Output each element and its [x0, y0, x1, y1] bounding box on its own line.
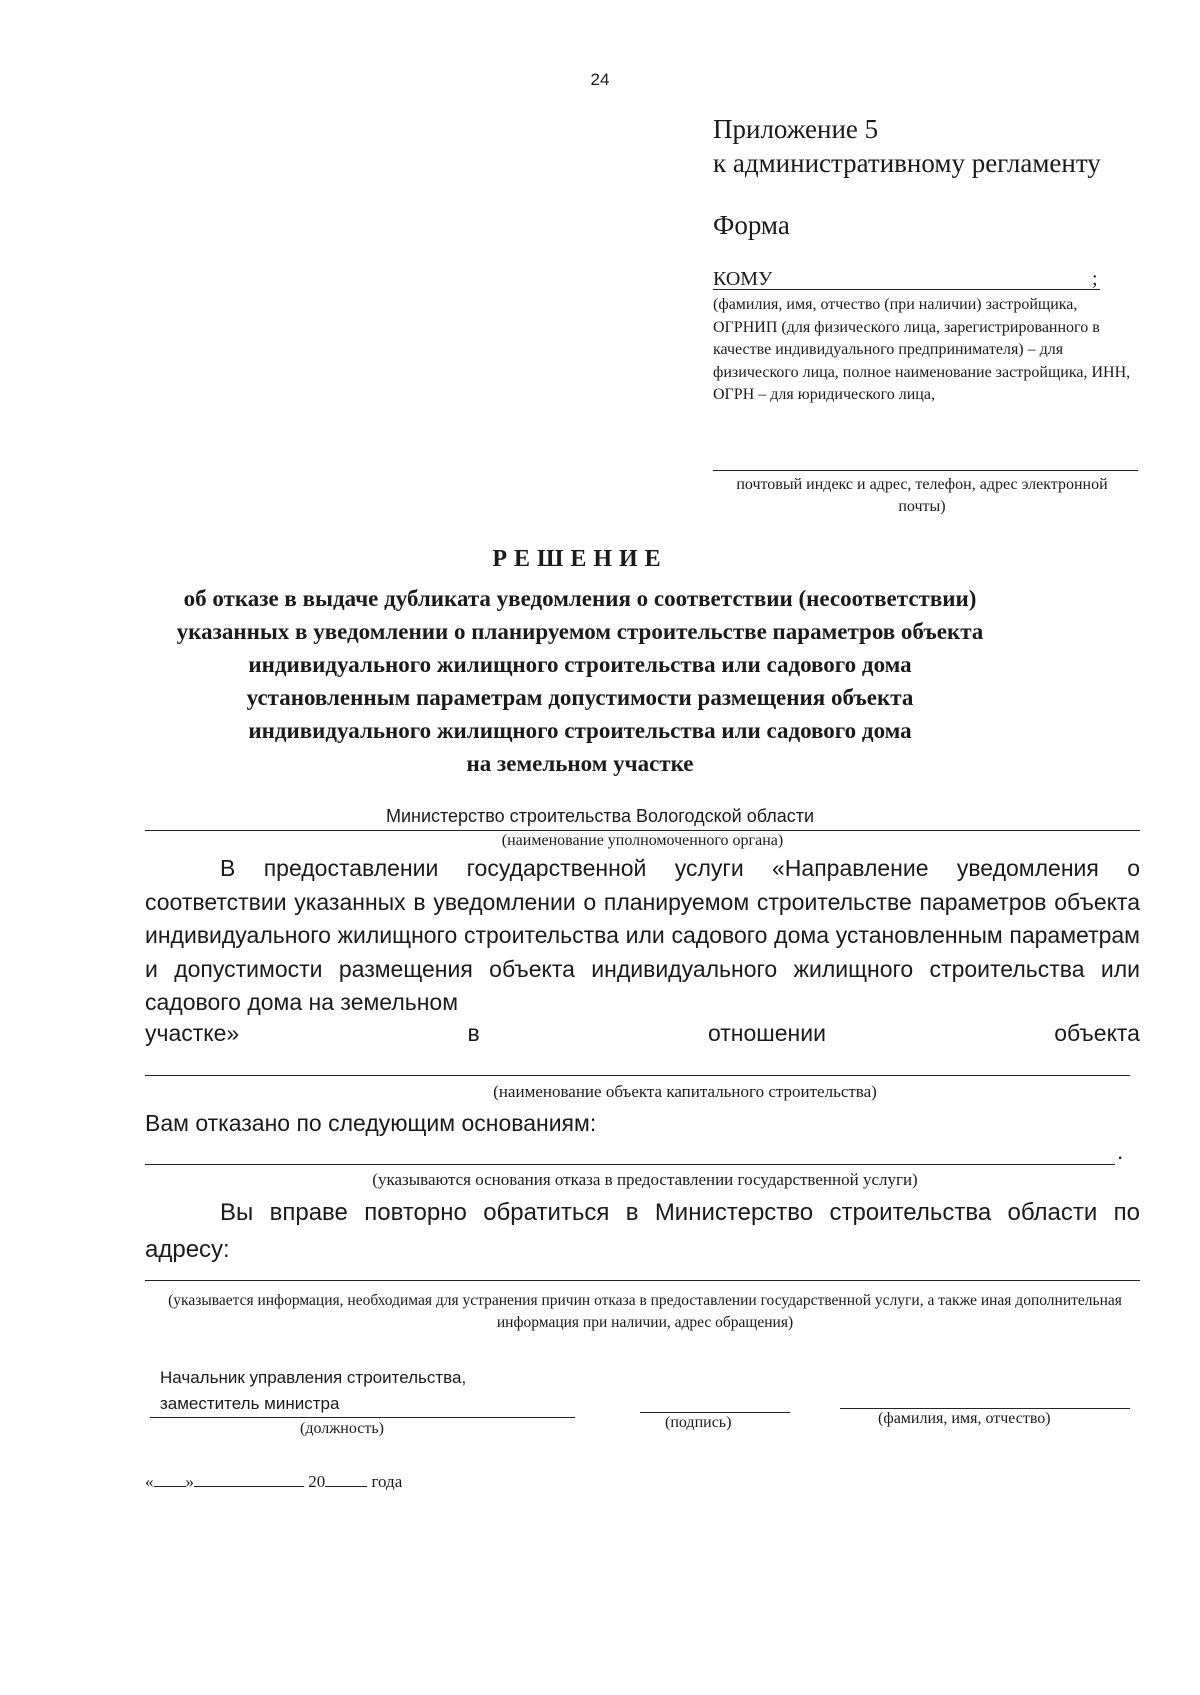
date-line — [145, 1470, 402, 1492]
refusal-text: Вам отказано по следующим основаниям: — [145, 1110, 597, 1136]
date-year-word: года — [371, 1472, 403, 1491]
service-paragraph: В предоставлении государственной услуги «Направление уведомления о соответствии указанных в уведомлении о планируемом строительстве параметров объекта индивидуального жилищного строительства или садового дома установленным параметрам и допустимости размещения объекта индивидуального жилищного строительства или садового дома на земельном — [145, 855, 1140, 1015]
annex-title: Приложение 5 — [713, 114, 879, 144]
subtitle-line: индивидуального жилищного строительства или садового дома — [248, 718, 912, 743]
info-line — [145, 1280, 1140, 1281]
authority-line — [145, 830, 1140, 831]
paragraph-word: отношении — [707, 1020, 826, 1046]
name-line — [840, 1408, 1130, 1409]
subtitle-line: об отказе в выдаче дубликата уведомления о соответствии (несоответствии) — [183, 586, 977, 611]
reapply-paragraph: Вы вправе повторно обратиться в Министерство строительства области по адресу: — [145, 1199, 1140, 1263]
annex-reference: к административному регламенту — [713, 148, 1101, 178]
info-caption: (указывается информация, необходимая для устранения причин отказа в предоставлении государственной услуги, а также иная дополнительная информация при наличии, адрес обращения) — [168, 1292, 1122, 1331]
document-title: РЕШЕНИЕ — [492, 546, 668, 572]
full-name-caption: (фамилия, имя, отчество) — [878, 1410, 1051, 1427]
object-line — [145, 1075, 1130, 1076]
authority-name: Министерство строительства Вологодской области — [385, 806, 815, 826]
form-label: Форма — [713, 210, 790, 240]
month-blank — [194, 1470, 304, 1487]
date-century: 20 — [308, 1472, 326, 1491]
paragraph-word: объекта — [1054, 1020, 1140, 1046]
addressee-hint: (фамилия, имя, отчество (при наличии) застройщика, ОГРНИП (для физического лица, зарегистрированного в качестве индивидуального предпринимателя) – для физического лица, полное наименование застройщика, ИНН, ОГРН – для юридического лица, — [713, 296, 1131, 403]
position-caption: (должность) — [300, 1420, 384, 1437]
service-paragraph-end — [145, 1020, 1140, 1047]
addressee-line — [713, 289, 1100, 290]
authority-caption: (наименование уполномоченного органа) — [501, 832, 784, 849]
page-number: 24 — [590, 70, 610, 89]
document-subtitle — [140, 582, 1020, 780]
subtitle-line: индивидуального жилищного строительства или садового дома — [248, 652, 912, 677]
address-hint: почтовый индекс и адрес, телефон, адрес электронной почты) — [736, 476, 1108, 515]
paragraph-word: участке» — [145, 1020, 240, 1046]
subtitle-line: на земельном участке — [466, 751, 694, 776]
signature-caption: (подпись) — [665, 1414, 732, 1431]
date-close-quote: » — [185, 1472, 194, 1491]
date-open-quote: « — [145, 1472, 154, 1491]
refusal-line — [145, 1164, 1115, 1165]
refusal-caption: (указываются основания отказа в предоставлении государственной услуги) — [372, 1170, 918, 1189]
refusal-period: . — [1117, 1138, 1124, 1164]
paragraph-word: в — [467, 1020, 480, 1046]
subtitle-line: установленным параметрам допустимости размещения объекта — [246, 685, 914, 710]
position-title-line1: Начальник управления строительства, — [160, 1368, 467, 1387]
object-caption: (наименование объекта капитального строительства) — [493, 1082, 877, 1101]
day-blank — [154, 1470, 186, 1487]
annex-header — [713, 112, 1101, 180]
position-title-line2: заместитель министра — [160, 1394, 340, 1413]
address-line — [713, 470, 1138, 471]
position-line — [150, 1417, 575, 1418]
signature-line — [640, 1412, 790, 1413]
year-blank — [325, 1470, 367, 1487]
addressee-colon: ; — [1092, 268, 1098, 290]
subtitle-line: указанных в уведомлении о планируемом строительстве параметров объекта — [176, 619, 984, 644]
addressee-label: КОМУ — [713, 268, 773, 290]
